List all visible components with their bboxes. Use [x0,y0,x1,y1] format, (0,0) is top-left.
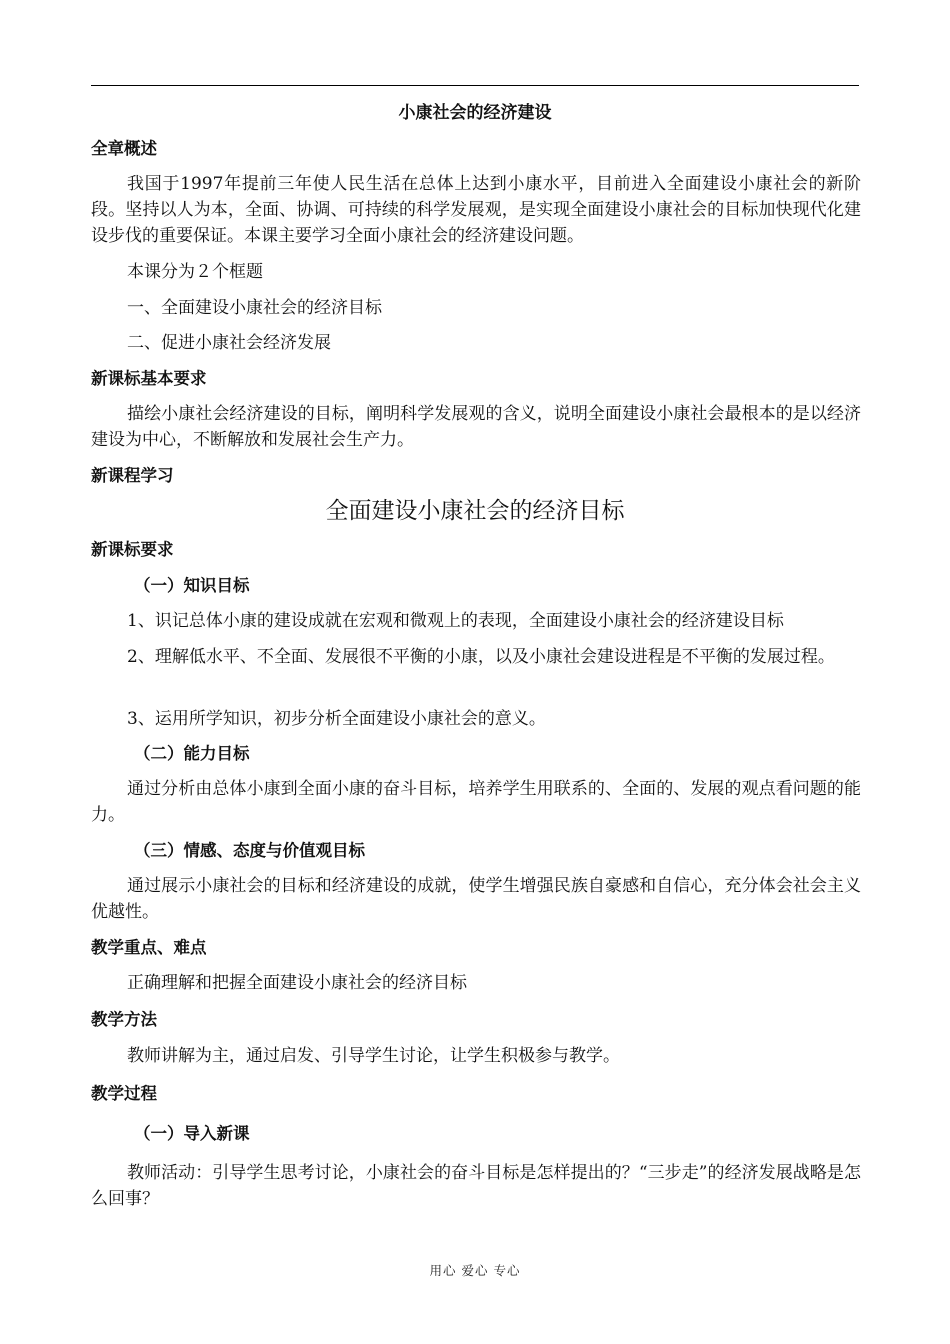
overview-frames-intro: 本课分为２个框题 [127,262,263,282]
document-title: 小康社会的经济建设 [398,103,552,123]
overview-paragraph: 我国于1997年提前三年使人民生活在总体上达到小康水平，目前进入全面建设小康社会的新阶段。坚持以人为本，全面、协调、可持续的科学发展观，是实现全面建设小康社会的目标加快现代化建设步伐的重要保证。本课主要学习全面小康社会的经济建设问题。 [91,174,861,246]
heading-course-study: 新课程学习 [91,466,174,485]
heading-basic-requirements: 新课标基本要求 [91,369,207,388]
header-rule [91,85,859,86]
teaching-method-paragraph: 教师讲解为主，通过启发、引导学生讨论，让学生积极参与教学。 [127,1046,620,1066]
frame-title: 全面建设小康社会的经济目标 [325,498,625,524]
overview-frame-item-1: 一、全面建设小康社会的经济目标 [127,298,382,318]
ability-paragraph: 通过分析由总体小康到全面小康的奋斗目标，培养学生用联系的、全面的、发展的观点看问题的能力。 [91,779,861,825]
knowledge-item-2: 2、理解低水平、不全面、发展很不平衡的小康，以及小康社会建设进程是不平衡的发展过程。 [127,647,835,667]
emotion-paragraph: 通过展示小康社会的目标和经济建设的成就，使学生增强民族自豪感和自信心，充分体会社会主义优越性。 [91,876,861,922]
subheading-introduction: （一）导入新课 [134,1124,250,1143]
key-points-paragraph: 正确理解和把握全面建设小康社会的经济目标 [127,973,467,993]
knowledge-item-1: 1、识记总体小康的建设成就在宏观和微观上的表现，全面建设小康社会的经济建设目标 [127,611,784,631]
page-footer: 用心 爱心 专心 [429,1263,521,1278]
overview-frame-item-2: 二、促进小康社会经济发展 [127,333,331,353]
subheading-knowledge-goals: （一）知识目标 [134,576,250,595]
subheading-ability-goals: （二）能力目标 [134,744,250,763]
basic-requirements-paragraph: 描绘小康社会经济建设的目标，阐明科学发展观的含义，说明全面建设小康社会最根本的是以经济建设为中心，不断解放和发展社会生产力。 [91,404,861,450]
subheading-emotion-goals: （三）情感、态度与价值观目标 [134,841,365,860]
heading-overview: 全章概述 [91,139,157,158]
heading-teaching-method: 教学方法 [91,1010,157,1029]
heading-key-points: 教学重点、难点 [91,938,207,957]
heading-requirements: 新课标要求 [91,540,174,559]
introduction-paragraph: 教师活动：引导学生思考讨论，小康社会的奋斗目标是怎样提出的？“三步走”的经济发展战略是怎么回事？ [91,1163,861,1209]
knowledge-item-3: 3、运用所学知识，初步分析全面建设小康社会的意义。 [127,709,546,729]
heading-teaching-process: 教学过程 [91,1084,157,1103]
